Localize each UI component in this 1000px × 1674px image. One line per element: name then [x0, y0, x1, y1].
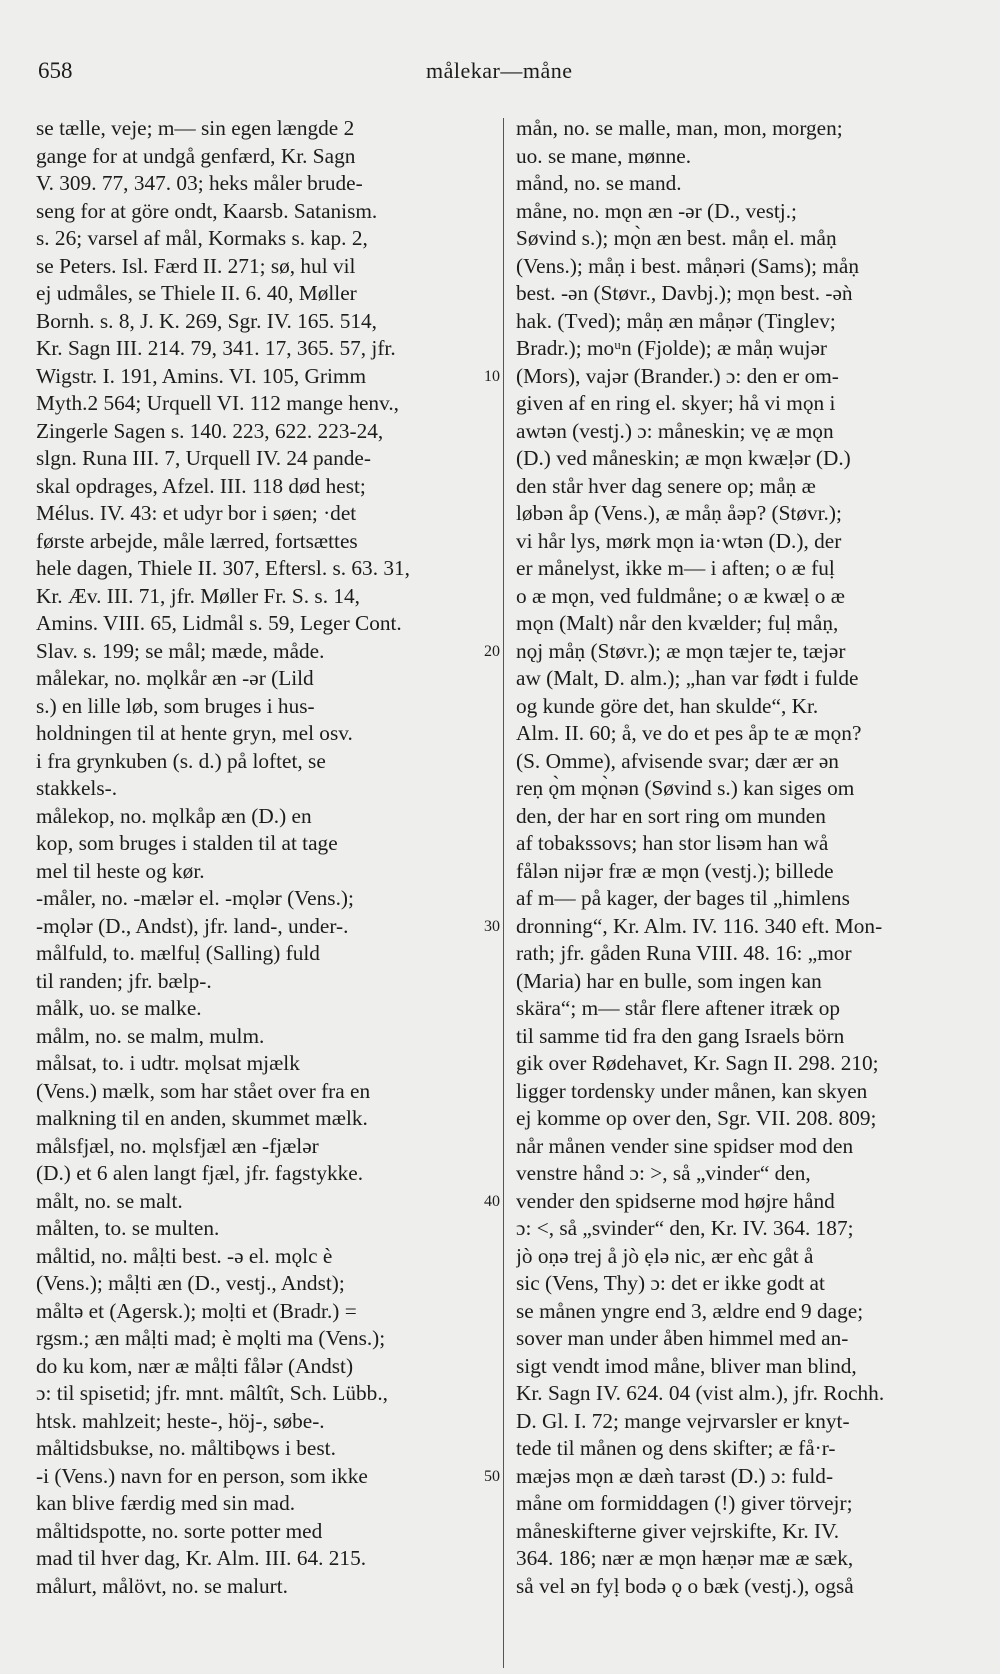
text-line: kan blive færdig med sin mad.: [36, 1491, 296, 1515]
text-line: holdningen til at hente gryn, mel osv.: [36, 721, 353, 745]
text-line: i fra grynkuben (s. d.) på loftet, se: [36, 748, 326, 773]
text-line: skära“; m— står flere aftener itræk op: [516, 996, 841, 1020]
column-divider: [503, 118, 504, 1668]
line-number: 10: [484, 367, 500, 385]
text-line: jò oṇə trej å jò ẹlə nic, ær eǹc gåt å: [516, 1243, 814, 1268]
text-line: målk, uo. se malke.: [36, 996, 202, 1020]
text-line: ɔ: <, så „svinder“ den, Kr. IV. 364. 187;: [516, 1216, 854, 1240]
text-line: rgsm.; æn måḷti mad; è mǫlti ma (Vens.);: [36, 1326, 386, 1350]
line-number: 30: [484, 917, 500, 935]
text-line: sic (Vens, Thy) ɔ: det er ikke godt at: [516, 1271, 825, 1295]
text-line: af m— på kager, der bages til „himlens: [516, 886, 850, 910]
text-line: 364. 186; nær æ mǫn hæṇər mæ æ sæk,: [516, 1546, 854, 1570]
text-line: (Mors), vajər (Brander.) ɔ: den er om-: [516, 363, 839, 388]
text-line: Zingerle Sagen s. 140. 223, 622. 223-24,: [36, 418, 384, 443]
text-line: se tælle, veje; m— sin egen længde 2: [36, 116, 355, 140]
running-head: målekar—måne: [426, 58, 573, 83]
text-line: venstre hånd ɔ: >, så „vinder“ den,: [516, 1161, 811, 1185]
text-line: sover man under åben himmel med an-: [516, 1326, 849, 1350]
text-line: målsat, to. i udtr. mǫlsat mjælk: [36, 1051, 300, 1075]
text-line: -måler, no. -mælər el. -mǫlər (Vens.);: [36, 886, 354, 910]
page-number: 658: [38, 58, 73, 83]
text-line: til randen; jfr. bælp-.: [36, 968, 212, 993]
line-number: 50: [484, 1467, 500, 1485]
text-line: mǫn (Malt) når den kvælder; fuḷ måṇ,: [516, 611, 839, 635]
text-line: dronning“, Kr. Alm. IV. 116. 340 eft. Mon-: [516, 913, 883, 938]
text-line: Søvind s.); mǫ̀n æn best. måṇ el. måṇ: [516, 226, 837, 250]
text-line: Slav. s. 199; se mål; mæde, måde.: [36, 638, 325, 663]
text-line: ɔ: til spisetid; jfr. mnt. mâltît, Sch. Lübb.,: [36, 1381, 388, 1405]
text-line: den står hver dag senere op; måṇ æ: [516, 473, 816, 498]
text-line: af tobakssovs; han stor lisəm han wå: [516, 831, 829, 855]
text-line: -mǫlər (D., Andst), jfr. land-, under-.: [36, 913, 349, 938]
text-line: sigt vendt imod måne, bliver man blind,: [516, 1353, 857, 1378]
text-line: V. 309. 77, 347. 03; heks måler brude-: [36, 171, 363, 195]
text-line: (Vens.) mælk, som har stået over fra en: [36, 1078, 371, 1103]
line-number: 40: [484, 1192, 500, 1210]
text-line: mel til heste og kør.: [36, 858, 205, 883]
left-column: [36, 115, 494, 1600]
text-line: måltid, no. måḷti best. -ə el. mǫlc è: [36, 1243, 333, 1268]
text-line: fålən nijər fræ æ mǫn (vestj.); billede: [516, 858, 834, 883]
text-line: Amins. VIII. 65, Lidmål s. 59, Leger Cont.: [36, 611, 402, 635]
text-line: ligger tordensky under månen, kan skyen: [516, 1078, 868, 1103]
text-line: aw (Malt, D. alm.); „han var født i fulde: [516, 666, 859, 690]
text-line: rath; jfr. gåden Runa VIII. 48. 16: „mor: [516, 941, 852, 965]
text-line: Bornh. s. 8, J. K. 269, Sgr. IV. 165. 514,: [36, 308, 377, 333]
text-line: vi hår lys, mørk mǫn ia·wtən (D.), der: [516, 528, 842, 553]
text-line: kop, som bruges i stalden til at tage: [36, 831, 338, 855]
text-line: Kr. Æv. III. 71, jfr. Møller Fr. S. s. 14,: [36, 583, 360, 608]
text-line: mån, no. se malle, man, mon, morgen;: [516, 116, 843, 140]
text-line: htsk. mahlzeit; heste-, höj-, søbe-.: [36, 1408, 325, 1433]
text-line: målsfjæl, no. mǫlsfjæl æn -fjælər: [36, 1133, 319, 1158]
text-line: Mélus. IV. 43: et udyr bor i søen; ·det: [36, 501, 357, 525]
text-line: vender den spidserne mod højre hånd: [516, 1188, 835, 1213]
text-line: løbən åp (Vens.), æ måṇ åəp? (Støvr.);: [516, 501, 842, 525]
text-line: til samme tid fra den gang Israels börn: [516, 1023, 845, 1048]
text-line: malkning til en anden, skummet mælk.: [36, 1106, 368, 1130]
text-line: hak. (Tved); måṇ æn måṇər (Tinglev;: [516, 308, 836, 333]
text-line: gange for at undgå genfærd, Kr. Sagn: [36, 143, 356, 168]
text-line: måne om formiddagen (!) giver törvejr;: [516, 1491, 853, 1515]
text-line: (Maria) har en bulle, som ingen kan: [516, 968, 822, 993]
right-column: [516, 115, 962, 1600]
text-line: -i (Vens.) navn for en person, som ikke: [36, 1463, 368, 1488]
text-line: D. Gl. I. 72; mange vejrvarsler er knyt-: [516, 1408, 850, 1433]
text-line: målt, no. se malt.: [36, 1188, 183, 1213]
text-line: (Vens.); måṇ i best. måṇəri (Sams); måṇ: [516, 253, 860, 278]
text-line: stakkels-.: [36, 776, 118, 800]
text-line: (D.) et 6 alen langt fjæl, jfr. fagstykke.: [36, 1161, 364, 1185]
text-line: målurt, målövt, no. se malurt.: [36, 1573, 288, 1598]
text-line: o æ mǫn, ved fuldmåne; o æ kwæḷ o æ: [516, 583, 845, 608]
text-line: seng for at göre ondt, Kaarsb. Satanism.: [36, 198, 378, 223]
text-line: reṇ ǫ̀m mǫ̀nən (Søvind s.) kan siges om: [516, 776, 855, 800]
text-line: uo. se mane, mønne.: [516, 143, 692, 168]
page-header: [0, 58, 1000, 88]
text-line: se Peters. Isl. Færd II. 271; sø, hul vil: [36, 253, 356, 278]
text-line: ej komme op over den, Sgr. VII. 208. 809;: [516, 1106, 877, 1130]
text-line: Alm. II. 60; å, ve do et pes åp te æ mǫn?: [516, 721, 862, 745]
text-line: (Vens.); måḷti æn (D., vestj., Andst);: [36, 1271, 345, 1295]
text-line: månd, no. se mand.: [516, 171, 682, 195]
text-line: så vel ən fyḷ bodə ǫ o bæk (vestj.), også: [516, 1573, 854, 1598]
text-line: måltə et (Agersk.); moḷti et (Bradr.) =: [36, 1298, 357, 1323]
text-line: do ku kom, nær æ måḷti fålər (Andst): [36, 1353, 354, 1378]
text-line: den, der har en sort ring om munden: [516, 803, 826, 828]
text-line: ej udmåles, se Thiele II. 6. 40, Møller: [36, 281, 357, 305]
text-line: Kr. Sagn III. 214. 79, 341. 17, 365. 57, jfr.: [36, 336, 396, 360]
text-line: given af en ring el. skyer; hå vi mǫn i: [516, 391, 836, 415]
text-line: Wigstr. I. 191, Amins. VI. 105, Grimm: [36, 363, 367, 388]
text-line: når månen vender sine spidser mod den: [516, 1133, 854, 1158]
text-line: tede til månen og dens skifter; æ få·r-: [516, 1436, 836, 1460]
text-line: er månelyst, ikke m— i aften; o æ fuḷ: [516, 556, 835, 580]
text-line: måltidsbukse, no. måltibǫws i best.: [36, 1436, 336, 1460]
text-line: målten, to. se multen.: [36, 1216, 220, 1240]
text-line: målfuld, to. mælfuḷ (Salling) fuld: [36, 941, 320, 965]
text-line: gik over Rødehavet, Kr. Sagn II. 298. 210;: [516, 1051, 879, 1075]
text-line: og kunde göre det, han skulde“, Kr.: [516, 693, 819, 718]
text-line: se månen yngre end 3, ældre end 9 dage;: [516, 1298, 864, 1323]
text-line: måltidspotte, no. sorte potter med: [36, 1518, 323, 1543]
text-line: hele dagen, Thiele II. 307, Eftersl. s. 63. 31,: [36, 556, 410, 580]
text-line: første arbejde, måle lærred, fortsættes: [36, 528, 358, 553]
text-line: mad til hver dag, Kr. Alm. III. 64. 215.: [36, 1546, 367, 1570]
text-line: best. -ən (Støvr., Davbj.); mǫn best. -əǹ: [516, 281, 853, 305]
text-line: målekar, no. mǫlkår æn -ər (Lild: [36, 666, 314, 690]
text-line: mæjəs mǫn æ dæǹ tarəst (D.) ɔ: fuld-: [516, 1463, 834, 1488]
text-line: måneskifterne giver vejrskifte, Kr. IV.: [516, 1518, 840, 1543]
text-line: måne, no. mǫn æn -ər (D., vestj.;: [516, 198, 797, 223]
text-line: nǫj måṇ (Støvr.); æ mǫn tæjer te, tæjər: [516, 638, 846, 663]
line-number: 20: [484, 642, 500, 660]
text-line: slgn. Runa III. 7, Urquell IV. 24 pande-: [36, 446, 371, 470]
text-line: s. 26; varsel af mål, Kormaks s. kap. 2,: [36, 226, 368, 250]
text-line: awtən (vestj.) ɔ: måneskin; vẹ æ mǫn: [516, 418, 834, 443]
text-line: skal opdrages, Afzel. III. 118 død hest;: [36, 473, 366, 498]
text-line: Myth.2 564; Urquell VI. 112 mange henv.,: [36, 391, 399, 415]
text-line: målm, no. se malm, mulm.: [36, 1023, 265, 1048]
text-line: målekop, no. mǫlkåp æn (D.) en: [36, 803, 312, 828]
text-line: Bradr.); moᵘn (Fjolde); æ måṇ wujər: [516, 336, 827, 360]
text-line: (S. Omme), afvisende svar; dær ær ən: [516, 748, 839, 773]
text-line: s.) en lille løb, som bruges i hus-: [36, 693, 315, 718]
text-line: Kr. Sagn IV. 624. 04 (vist alm.), jfr. Rochh.: [516, 1381, 885, 1405]
text-line: (D.) ved måneskin; æ mǫn kwæḷər (D.): [516, 446, 851, 470]
